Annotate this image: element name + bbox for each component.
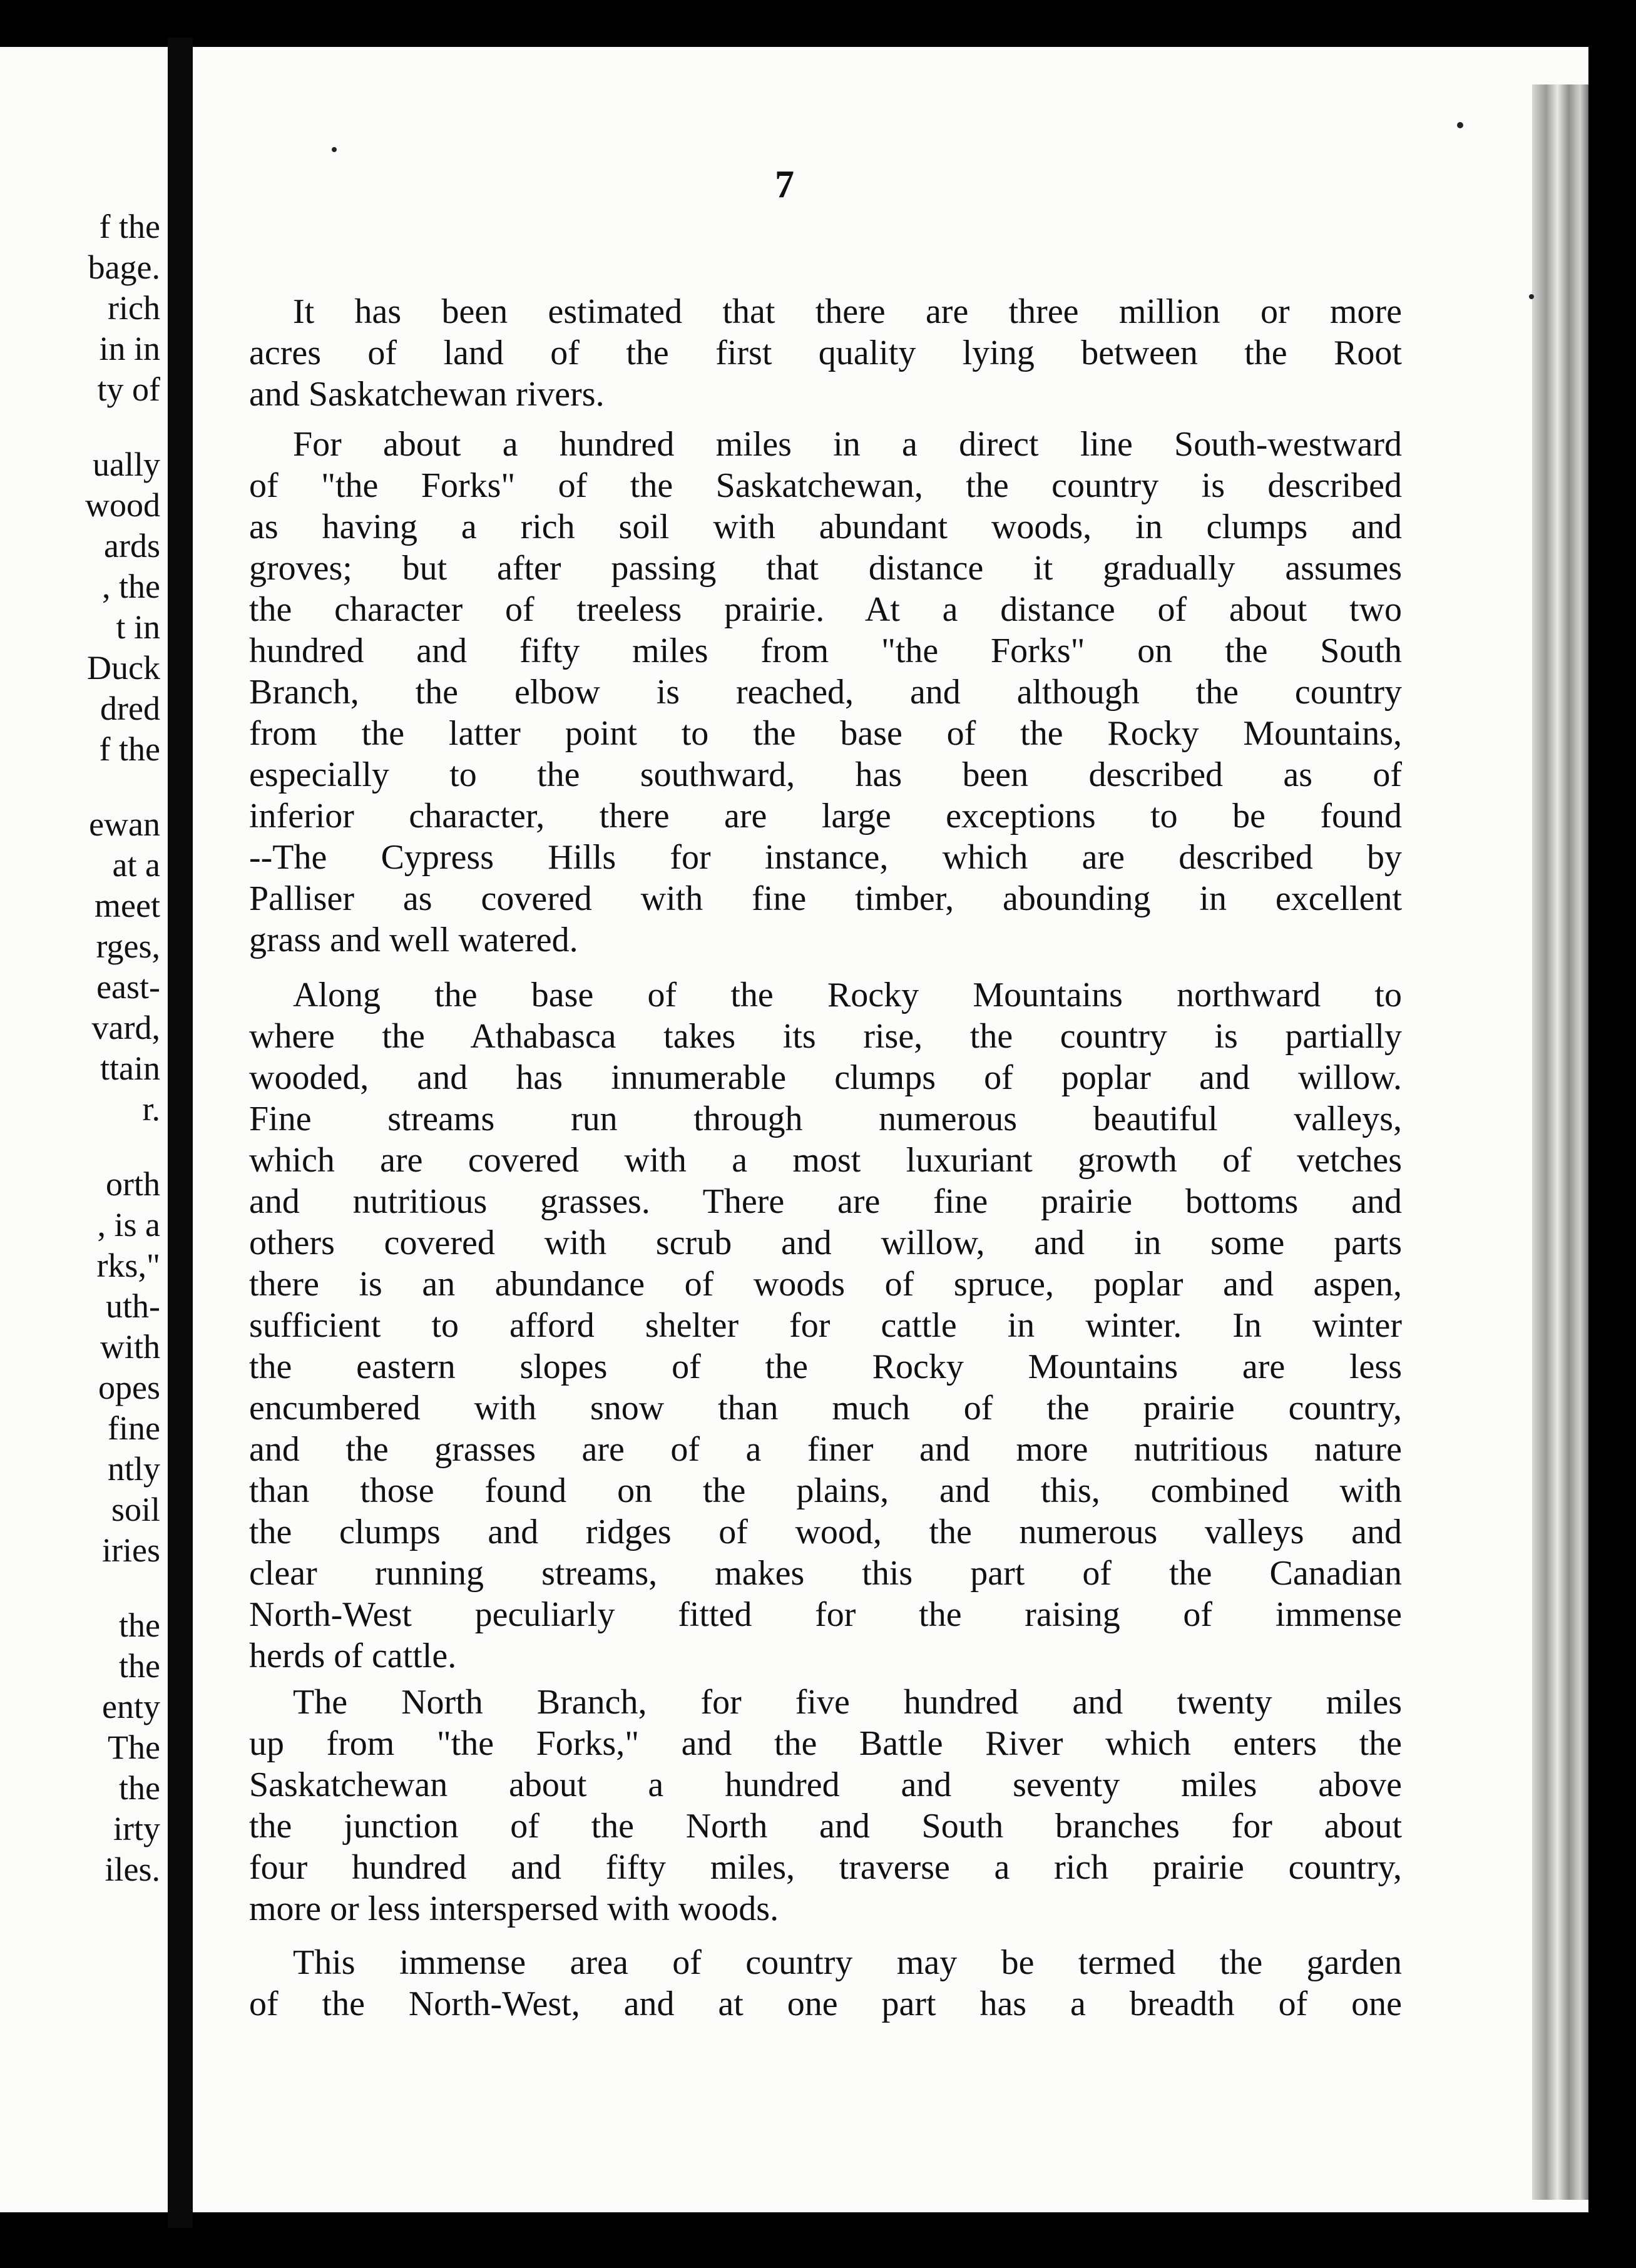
left-line: Duck — [87, 649, 160, 687]
left-line: orth — [106, 1165, 160, 1203]
body-text — [249, 291, 1402, 2025]
left-line: The — [108, 1729, 160, 1766]
page-edge-stack — [1532, 84, 1588, 2200]
text-line: --The Cypress Hills for instance, which are described by — [249, 838, 1402, 877]
text-line: groves; but after passing that distance it gradually assumes — [249, 549, 1402, 588]
left-line: ually — [93, 446, 160, 483]
text-line: from the latter point to the base of the Rocky Mountains, — [249, 714, 1402, 753]
left-line: in in — [99, 330, 160, 367]
text-line: where the Athabasca takes its rise, the country is partially — [249, 1017, 1402, 1056]
left-line: ty of — [97, 370, 160, 408]
left-line: fine — [108, 1409, 160, 1447]
text-line: the junction of the North and South branches for about — [249, 1807, 1402, 1846]
text-line: inferior character, there are large exceptions to be found — [249, 797, 1402, 835]
left-gap — [85, 1571, 160, 1605]
left-line: ards — [104, 527, 160, 564]
page-number: 7 — [775, 163, 794, 206]
speck — [1529, 294, 1534, 299]
left-line: irty — [113, 1810, 160, 1847]
text-line: as having a rich soil with abundant woods, in clumps and — [249, 508, 1402, 546]
left-line: f the — [99, 208, 160, 245]
left-line: enty — [102, 1688, 160, 1725]
main-page — [193, 47, 1588, 2212]
text-line: which are covered with a most luxuriant growth of vetches — [249, 1141, 1402, 1180]
paragraph — [249, 1682, 1402, 1929]
text-line: Fine streams run through numerous beautiful valleys, — [249, 1100, 1402, 1138]
text-line: hundred and fifty miles from "the Forks" on the South — [249, 631, 1402, 670]
text-line: and nutritious grasses. There are fine prairie bottoms and — [249, 1182, 1402, 1221]
left-page-text-fragments — [85, 207, 160, 1890]
left-line: rges, — [96, 927, 160, 965]
speck — [1457, 122, 1463, 128]
text-line: North-West peculiarly fitted for the raising of immense — [249, 1595, 1402, 1634]
text-line: herds of cattle. — [249, 1637, 457, 1675]
text-line: clear running streams, makes this part of the Canadian — [249, 1554, 1402, 1593]
left-gap — [85, 770, 160, 804]
paragraph — [249, 974, 1402, 1677]
left-line: the — [119, 1769, 160, 1807]
left-facing-page — [0, 47, 168, 2212]
left-line: f the — [99, 730, 160, 768]
text-line: grass and well watered. — [249, 921, 578, 959]
speck — [332, 147, 337, 152]
text-line: For about a hundred miles in a direct line South-westward — [293, 425, 1402, 464]
left-line: east- — [96, 968, 160, 1006]
text-line: others covered with scrub and willow, and in some parts — [249, 1223, 1402, 1262]
left-line: t in — [116, 608, 160, 646]
text-line: of the North-West, and at one part has a breadth of one — [249, 1984, 1402, 2023]
paragraph — [249, 424, 1402, 961]
text-line: Branch, the elbow is reached, and although the country — [249, 673, 1402, 712]
text-line: It has been estimated that there are three million or more — [293, 292, 1402, 331]
text-line: the eastern slopes of the Rocky Mountains are less — [249, 1347, 1402, 1386]
text-line: and the grasses are of a finer and more nutritious nature — [249, 1430, 1402, 1469]
paragraph — [249, 291, 1402, 415]
text-line: four hundred and fifty miles, traverse a rich prairie country, — [249, 1848, 1402, 1887]
text-line: Along the base of the Rocky Mountains northward to — [293, 976, 1402, 1014]
left-line: rich — [108, 289, 160, 327]
left-line: with — [100, 1328, 160, 1366]
left-line: soil — [111, 1491, 160, 1528]
left-line: , the — [102, 568, 160, 605]
text-line: sufficient to afford shelter for cattle in winter. In winter — [249, 1306, 1402, 1345]
text-line: wooded, and has innumerable clumps of poplar and willow. — [249, 1058, 1402, 1097]
left-line: at a — [112, 846, 160, 884]
text-line: and Saskatchewan rivers. — [249, 375, 605, 414]
left-line: dred — [100, 690, 160, 727]
left-line: , is a — [97, 1206, 160, 1244]
text-line: up from "the Forks," and the Battle River which enters the — [249, 1724, 1402, 1763]
left-line: the — [119, 1606, 160, 1644]
text-line: Palliser as covered with fine timber, abounding in excellent — [249, 879, 1402, 918]
left-line: meet — [95, 887, 160, 924]
left-gap — [85, 1130, 160, 1164]
paragraph — [249, 1942, 1402, 2025]
text-line: This immense area of country may be termed the garden — [293, 1943, 1402, 1982]
left-line: ntly — [107, 1450, 160, 1488]
left-line: iries — [102, 1531, 160, 1569]
text-line: especially to the southward, has been described as of — [249, 755, 1402, 794]
left-line: wood — [85, 486, 160, 524]
text-line: more or less interspersed with woods. — [249, 1889, 779, 1928]
left-line: bage. — [88, 248, 160, 286]
text-line: acres of land of the first quality lying between the Root — [249, 334, 1402, 372]
text-line: the clumps and ridges of wood, the numerous valleys and — [249, 1513, 1402, 1551]
text-line: encumbered with snow than much of the prairie country, — [249, 1389, 1402, 1428]
left-line: the — [119, 1647, 160, 1685]
text-line: of "the Forks" of the Saskatchewan, the country is described — [249, 466, 1402, 505]
text-line: Saskatchewan about a hundred and seventy miles above — [249, 1765, 1402, 1804]
left-line: opes — [98, 1369, 160, 1406]
left-line: vard, — [91, 1009, 160, 1046]
left-line: ttain — [100, 1050, 160, 1087]
book-gutter — [168, 38, 193, 2228]
text-line: The North Branch, for five hundred and twenty miles — [293, 1683, 1402, 1722]
text-line: than those found on the plains, and this, combined with — [249, 1471, 1402, 1510]
left-gap — [85, 410, 160, 444]
left-line: iles. — [105, 1851, 160, 1888]
text-line: the character of treeless prairie. At a distance of about two — [249, 590, 1402, 629]
left-line: r. — [142, 1090, 160, 1128]
left-line: uth- — [106, 1287, 160, 1325]
left-line: rks," — [96, 1247, 160, 1284]
left-line: ewan — [89, 805, 160, 843]
text-line: there is an abundance of woods of spruce, poplar and aspen, — [249, 1265, 1402, 1304]
